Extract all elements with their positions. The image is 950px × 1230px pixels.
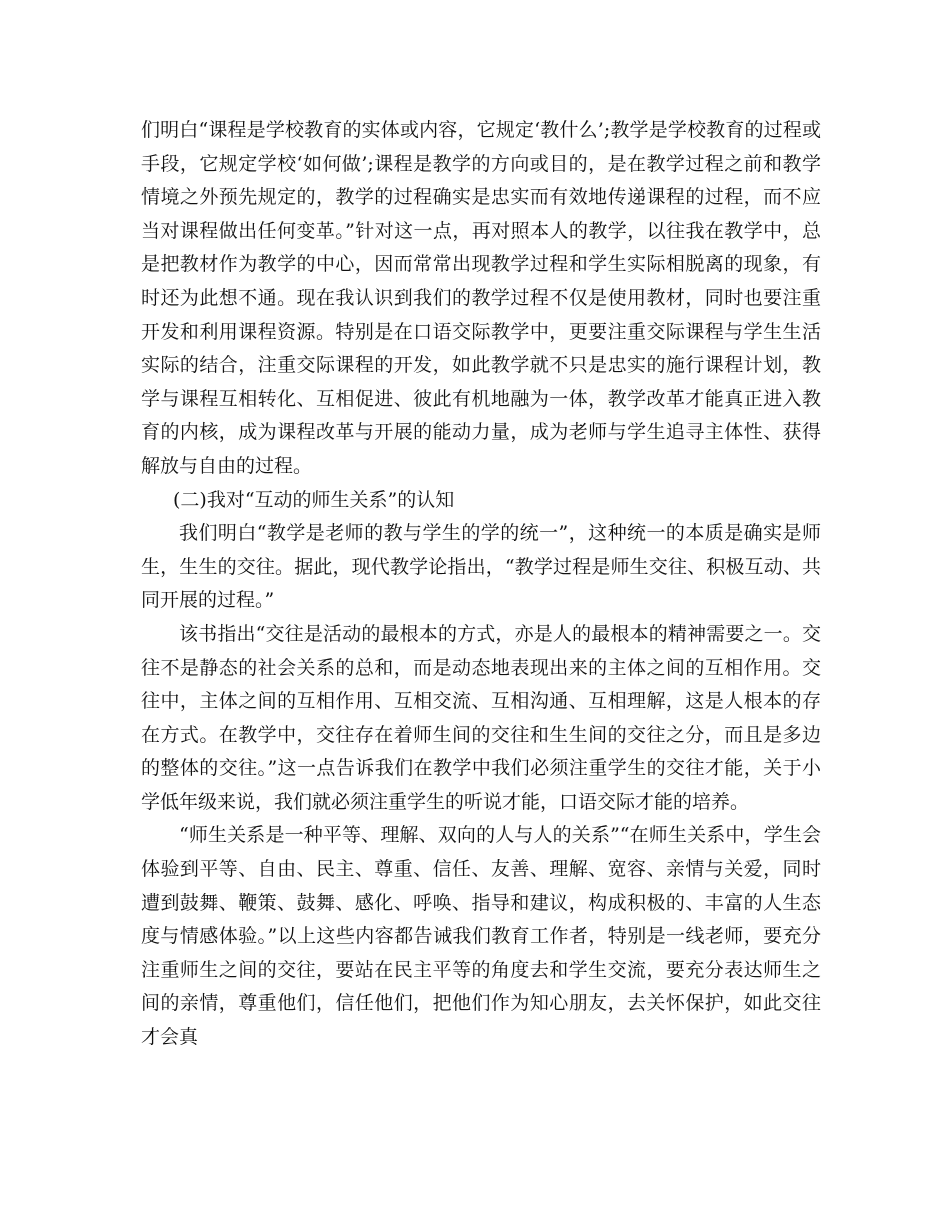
section-heading: (二)我对“互动的师生关系”的认知 <box>173 488 455 511</box>
paragraph-2: 我们明白“教学是老师的教与学生的学的统一”，这种统一的本质是确实是师生，生生的交往。据此，现代教学论指出，“教学过程是师生交往、积极互动、共同开展的过程。” <box>141 522 821 612</box>
paragraph-3: 该书指出“交往是活动的最根本的方式，亦是人的最根本的精神需要之一。交往不是静态的社会关系的总和，而是动态地表现出来的主体之间的互相作用。交往中，主体之间的互相作用、互相交流、互相沟通、互相理解，这是人根本的存在方式。在教学中，交往存在着师生间的交往和生生间的交往之分，而且是多边的整体的交往。”这一点告诉我们在教学中我们必须注重学生的交往才能，关于小学低年级来说，我们就必须注重学生的听说才能，口语交际才能的培养。 <box>141 622 821 813</box>
document-body <box>141 114 821 1055</box>
paragraph-4: “师生关系是一种平等、理解、双向的人与人的关系”“在师生关系中，学生会体验到平等、自由、民主、尊重、信任、友善、理解、宽容、亲情与关爱，同时遭到鼓舞、鞭策、鼓舞、感化、呼唤、指导和建议，构成积极的、丰富的人生态度与情感体验。”以上这些内容都告诫我们教育工作者，特别是一线老师，要充分注重师生之间的交往，要站在民主平等的角度去和学生交流，要充分表达师生之间的亲情，尊重他们，信任他们，把他们作为知心朋友，去关怀保护，如此交往才会真 <box>141 824 821 1049</box>
paragraph-1: 们明白“课程是学校教育的实体或内容，它规定‘教什么’;教学是学校教育的过程或手段，它规定学校‘如何做’;课程是教学的方向或目的，是在教学过程之前和教学情境之外预先规定的，教学的过程确实是忠实而有效地传递课程的过程，而不应当对课程做出任何变革。”针对这一点，再对照本人的教学，以往我在教学中，总是把教材作为教学的中心，因而常常出现教学过程和学生实际相脱离的现象，有时还为此想不通。现在我认识到我们的教学过程不仅是使用教材，同时也要注重开发和利用课程资源。特别是在口语交际教学中，更要注重交际课程与学生生活实际的结合，注重交际课程的开发，如此教学就不只是忠实的施行课程计划，教学与课程互相转化、互相促进、彼此有机地融为一体，教学改革才能真正进入教育的内核，成为课程改革与开展的能动力量，成为老师与学生追寻主体性、获得解放与自由的过程。 <box>141 119 821 477</box>
